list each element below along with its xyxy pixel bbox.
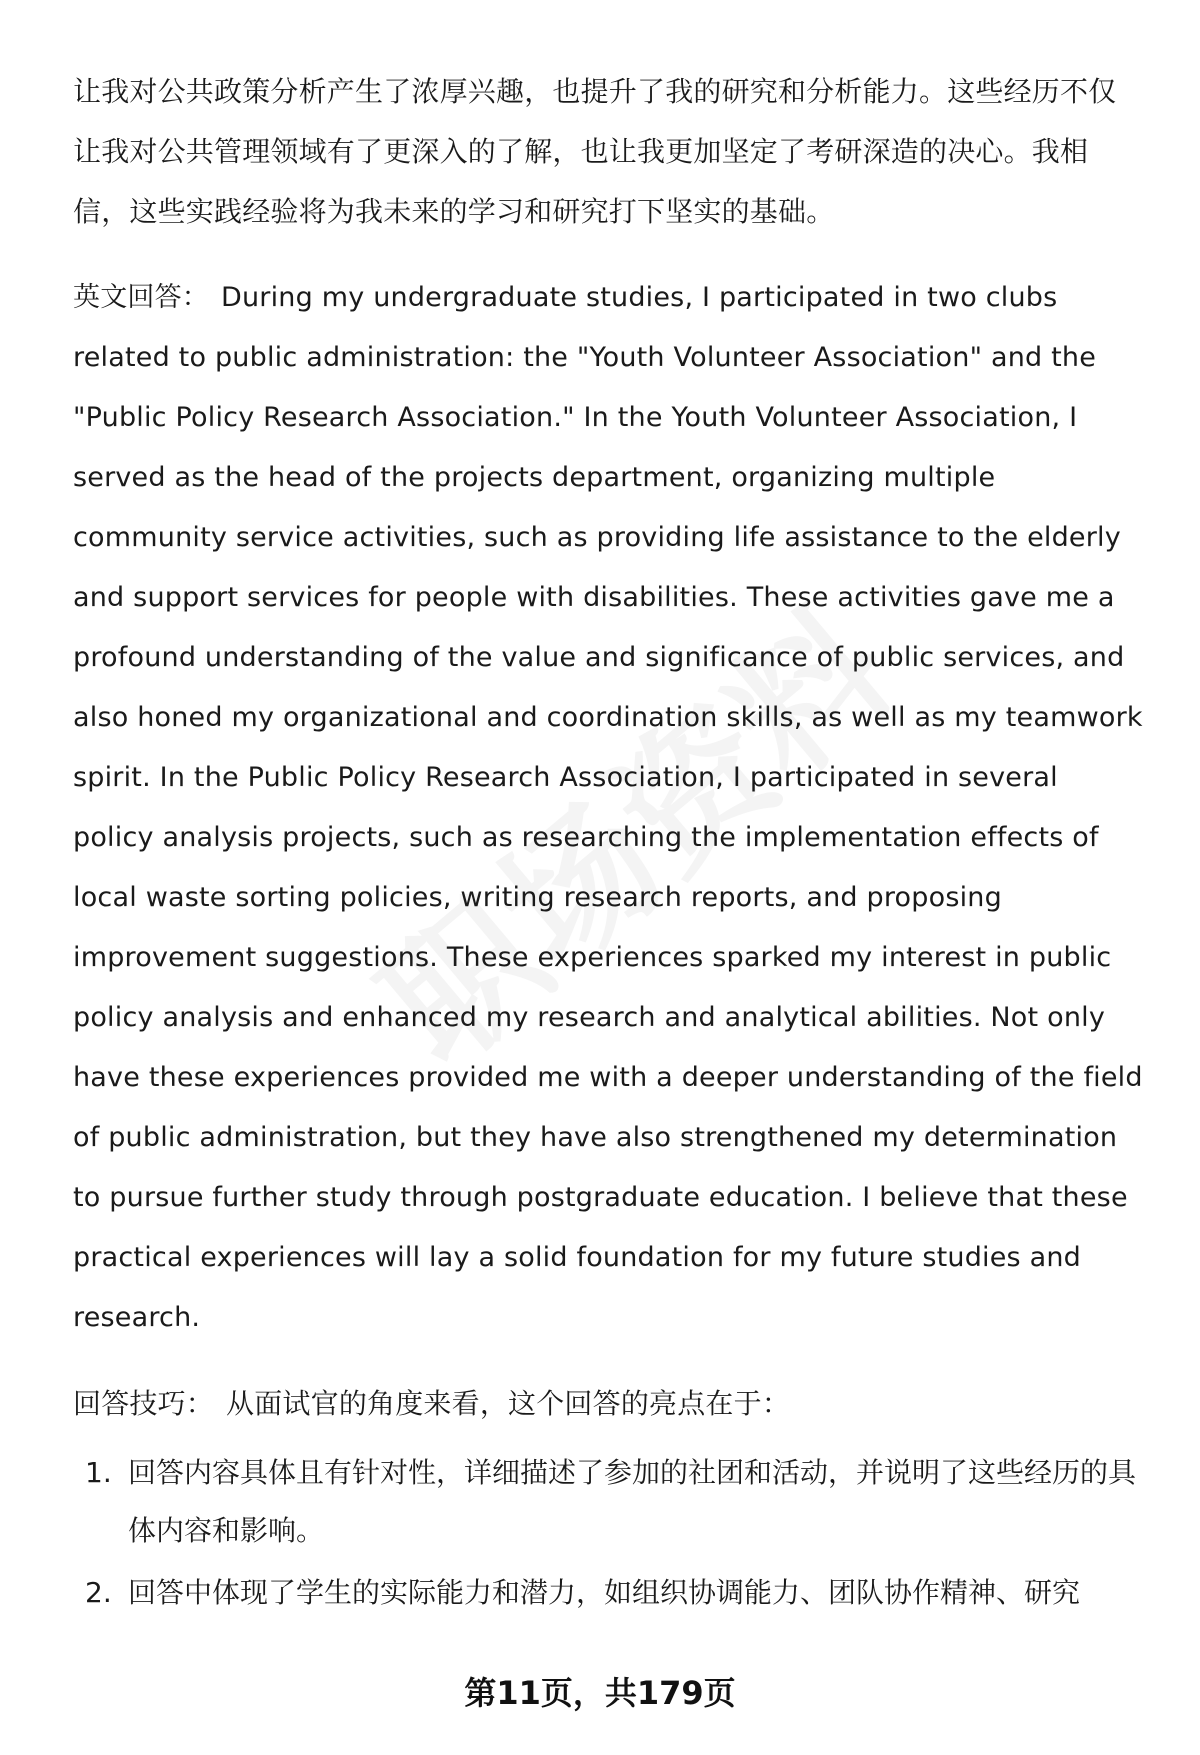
intro-paragraph: 让我对公共政策分析产生了浓厚兴趣，也提升了我的研究和分析能力。这些经历不仅让我对公共管理领域有了更深入的了解，也让我更加坚定了考研深造的决心。我相信，这些实践经验将为我未来的学习和研究打下坚实的基础。 — [73, 75, 1117, 228]
list-item-number: 1. — [85, 1456, 112, 1489]
page-footer: 第11页，共179页 — [464, 1674, 736, 1712]
list-item-number: 2. — [85, 1576, 112, 1609]
list-item — [73, 1564, 1143, 1622]
document-page — [73, 62, 1143, 1626]
english-answer-paragraph — [73, 268, 1143, 1348]
list-item-text: 回答内容具体且有针对性，详细描述了参加的社团和活动，并说明了这些经历的具体内容和影响。 — [128, 1456, 1137, 1547]
tips-text: 从面试官的角度来看，这个回答的亮点在于： — [226, 1387, 791, 1420]
english-answer-label: 英文回答： — [73, 282, 209, 313]
tips-label: 回答技巧： — [73, 1387, 215, 1420]
tips-paragraph — [73, 1374, 1143, 1434]
list-item-text: 回答中体现了学生的实际能力和潜力，如组织协调能力、团队协作精神、研究 — [128, 1576, 1081, 1609]
english-answer-text: During my undergraduate studies, I participated in two clubs related to public administration: the "Youth Volunteer Association" and the "Public Policy Research Association." In the Youth Volunteer Association, I served as the head of the projects department, organizing multiple community service activities, such as providing life assistance to the elderly and support services for people with disabilities. These activities gave me a profound understanding of the value and significance of public services, and also honed my organizational and coordination skills, as well as my teamwork spirit. In the Public Policy Research Association, I participated in several policy analysis projects, such as researching the implementation effects of local waste sorting policies, writing research reports, and proposing improvement suggestions. These experiences sparked my interest in public policy analysis and enhanced my research and analytical abilities. Not only have these experiences provided me with a deeper understanding of the field of public administration, but they have also strengthened my determination to pursue further study through postgraduate education. I believe that these practical experiences will lay a solid foundation for my future studies and research. — [73, 282, 1143, 1333]
tips-list — [73, 1444, 1143, 1622]
list-item — [73, 1444, 1143, 1560]
